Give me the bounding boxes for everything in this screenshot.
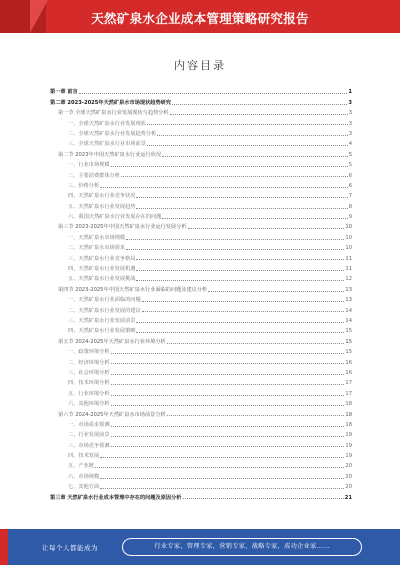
toc-entry[interactable]: [50, 241, 352, 251]
toc-page-number: 12: [345, 276, 352, 283]
toc-dot-leader: [79, 93, 348, 94]
toc-entry[interactable]: [50, 127, 352, 137]
toc-dot-leader: [111, 166, 348, 167]
toc-entry-text: 四、天然矿泉水行业发展机遇: [68, 266, 136, 273]
toc-entry[interactable]: [50, 293, 352, 303]
toc-entry-text: 二、行业发展前景: [68, 432, 110, 439]
toc-page-number: 10: [345, 234, 352, 241]
toc-entry-text: 第四节 2023-2025年中国天然矿泉水行业面临的问题及建议分析: [58, 286, 208, 293]
toc-entry[interactable]: [50, 376, 352, 386]
toc-dot-leader: [100, 187, 348, 188]
toc-entry-text: 三、价格分析: [68, 182, 100, 189]
toc-entry[interactable]: [50, 334, 352, 344]
toc-dot-leader: [136, 280, 344, 281]
toc-entry[interactable]: [50, 168, 352, 178]
toc-dot-leader: [167, 343, 345, 344]
toc-entry[interactable]: [50, 469, 352, 479]
toc-page-number: 3: [348, 120, 352, 127]
toc-page-number: 1: [348, 89, 352, 96]
toc-dot-leader: [147, 145, 348, 146]
toc-entry[interactable]: [50, 230, 352, 240]
toc-page-number: 3: [348, 99, 352, 106]
toc-entry-text: 第五节 2024-2025年天然矿泉水行业环境分析: [58, 338, 166, 345]
toc-dot-leader: [183, 498, 344, 499]
toc-entry-text: 一、政策环境分析: [68, 349, 110, 356]
toc-page-number: 17: [345, 390, 352, 397]
toc-entry[interactable]: [50, 85, 352, 95]
toc-page-number: 20: [345, 473, 352, 480]
toc-entry[interactable]: [50, 210, 352, 220]
toc-dot-leader: [188, 228, 345, 229]
toc-page-number: 10: [345, 245, 352, 252]
toc-entry-text: 二、天然矿泉水市场需求: [68, 245, 126, 252]
toc-entry[interactable]: [50, 106, 352, 116]
toc-entry-text: 第二节 2023年中国天然矿泉水行业运行状况: [58, 151, 162, 158]
toc-entry[interactable]: [50, 147, 352, 157]
toc-dot-leader: [142, 301, 345, 302]
toc-entry-text: 一、天然矿泉水行业面临的问题: [68, 297, 141, 304]
toc-entry-text: 一、行业市场规模: [68, 162, 110, 169]
toc-entry[interactable]: [50, 116, 352, 126]
toc-entry[interactable]: [50, 324, 352, 334]
toc-dot-leader: [111, 446, 345, 447]
toc-entry-text: 五、行业环境分析: [68, 390, 110, 397]
toc-dot-leader: [162, 156, 348, 157]
toc-page-number: 9: [348, 214, 352, 221]
toc-entry[interactable]: [50, 314, 352, 324]
toc-dot-leader: [111, 353, 345, 354]
toc-dot-leader: [162, 218, 347, 219]
toc-page-number: 11: [345, 255, 352, 262]
toc-entry-text: 四、天然矿泉水行业竞争状况: [68, 193, 136, 200]
toc-page-number: 20: [345, 484, 352, 491]
toc-entry[interactable]: [50, 95, 352, 105]
toc-page-number: 17: [345, 380, 352, 387]
toc-entry[interactable]: [50, 438, 352, 448]
toc-page-number: 6: [348, 182, 352, 189]
toc-page-number: 15: [345, 349, 352, 356]
toc-entry[interactable]: [50, 366, 352, 376]
toc-entry[interactable]: [50, 490, 352, 500]
toc-dot-leader: [136, 259, 344, 260]
toc-dot-leader: [111, 436, 345, 437]
footer-slogan: 让每个人都能成为: [42, 544, 98, 552]
toc-page-number: 5: [348, 151, 352, 158]
toc-entry[interactable]: [50, 407, 352, 417]
toc-entry-text: 四、技术发展: [68, 453, 100, 460]
toc-entry-text: 三、社会环境分析: [68, 369, 110, 376]
toc-entry-text: 二、全球天然矿泉水行业发展趋势分析: [68, 130, 157, 137]
toc-dot-leader: [100, 488, 344, 489]
toc-dot-leader: [136, 197, 347, 198]
toc-entry-text: 三、天然矿泉水行业竞争格局: [68, 255, 136, 262]
toc-dot-leader: [126, 239, 344, 240]
toc-entry-text: 六、市场规模: [68, 473, 100, 480]
toc-dot-leader: [100, 478, 344, 479]
toc-entry-text: 一、天然矿泉水市场规模: [68, 234, 126, 241]
toc-dot-leader: [147, 124, 348, 125]
toc-heading: 内容目录: [174, 59, 226, 72]
report-title: 天然矿泉水企业成本管理策略研究报告: [91, 11, 309, 26]
toc-page-number: 6: [348, 172, 352, 179]
toc-entry-text: 第三章 天然矿泉水行业成本管理中存在的问题及原因分析: [50, 494, 182, 501]
toc-entry[interactable]: [50, 179, 352, 189]
toc-page-number: 16: [345, 359, 352, 366]
toc-dot-leader: [111, 405, 345, 406]
toc-dot-leader: [208, 291, 344, 292]
toc-entry[interactable]: [50, 386, 352, 396]
toc-page-number: 18: [345, 411, 352, 418]
toc-page-number: 19: [345, 453, 352, 460]
toc-entry-text: 第三节 2023-2025年中国天然矿泉水行业运行发展分析: [58, 224, 187, 231]
toc-dot-leader: [95, 467, 344, 468]
toc-page-number: 14: [345, 317, 352, 324]
toc-dot-leader: [167, 415, 345, 416]
toc-dot-leader: [157, 135, 347, 136]
toc-entry-text: 二、天然矿泉水行业发展的建议: [68, 307, 141, 314]
toc-dot-leader: [142, 311, 345, 312]
toc-dot-leader: [111, 374, 345, 375]
footer-tagline: 行业专家，管理专家，营销专家，战略专家，成功企业家……: [122, 538, 362, 556]
toc-page-number: 20: [345, 463, 352, 470]
toc-dot-leader: [136, 270, 344, 271]
toc-entry[interactable]: [50, 449, 352, 459]
toc-entry-text: 五、天然矿泉水行业发展挑战: [68, 276, 136, 283]
toc-entry[interactable]: [50, 418, 352, 428]
toc-dot-leader: [170, 114, 348, 115]
toc-entry-text: 一、市场需求预测: [68, 421, 110, 428]
toc-dot-leader: [121, 176, 348, 177]
toc-entry-text: 二、经济环境分析: [68, 359, 110, 366]
toc-entry[interactable]: [50, 251, 352, 261]
toc-page-number: 15: [345, 328, 352, 335]
header-banner: [0, 0, 400, 33]
toc-page-number: 11: [345, 266, 352, 273]
toc-entry-text: 第二章 2023-2025年天然矿泉水市场现状趋势研究: [50, 99, 172, 106]
toc-entry[interactable]: [50, 428, 352, 438]
toc-entry-text: 三、市场竞争预测: [68, 442, 110, 449]
toc-entry[interactable]: [50, 397, 352, 407]
toc-entry-text: 六、其他环境分析: [68, 401, 110, 408]
toc-page-number: 5: [348, 162, 352, 169]
table-of-contents: [50, 85, 352, 501]
toc-entry[interactable]: [50, 199, 352, 209]
toc-entry-text: 五、天然矿泉水行业发展趋势: [68, 203, 136, 210]
toc-entry[interactable]: [50, 480, 352, 490]
toc-page-number: 16: [345, 369, 352, 376]
toc-dot-leader: [136, 322, 344, 323]
toc-entry-text: 一、全球天然矿泉水行业发展现状: [68, 120, 146, 127]
toc-entry[interactable]: [50, 303, 352, 313]
toc-dot-leader: [136, 208, 347, 209]
toc-dot-leader: [172, 104, 347, 105]
footer-accent: [0, 529, 8, 565]
toc-entry-text: 三、全球天然矿泉水行业市场前景: [68, 141, 146, 148]
toc-entry-text: 二、主要消费群体分析: [68, 172, 120, 179]
toc-entry[interactable]: [50, 345, 352, 355]
toc-page-number: 10: [345, 224, 352, 231]
toc-dot-leader: [136, 332, 344, 333]
toc-page-number: 21: [344, 494, 352, 501]
toc-entry-text: 三、天然矿泉水行业发展前景: [68, 317, 136, 324]
toc-entry[interactable]: [50, 282, 352, 292]
toc-dot-leader: [111, 384, 345, 385]
toc-entry[interactable]: [50, 189, 352, 199]
toc-entry-text: 四、技术环境分析: [68, 380, 110, 387]
toc-dot-leader: [100, 457, 344, 458]
toc-page-number: 8: [348, 203, 352, 210]
toc-page-number: 7: [348, 193, 352, 200]
toc-entry[interactable]: [50, 355, 352, 365]
toc-page-number: 18: [345, 421, 352, 428]
toc-entry-text: 第一节 全球天然矿泉水行业发展现状与趋势分析: [58, 110, 169, 117]
toc-entry[interactable]: [50, 220, 352, 230]
toc-entry-text: 四、天然矿泉水行业发展策略: [68, 328, 136, 335]
toc-dot-leader: [111, 363, 345, 364]
toc-page-number: 3: [348, 110, 352, 117]
toc-page-number: 15: [345, 338, 352, 345]
toc-dot-leader: [111, 395, 345, 396]
toc-entry-text: 六、我国天然矿泉水行业发展存在的问题: [68, 214, 162, 221]
toc-dot-leader: [111, 426, 345, 427]
toc-entry[interactable]: [50, 158, 352, 168]
footer-banner: [0, 529, 400, 565]
toc-page-number: 19: [345, 442, 352, 449]
toc-entry[interactable]: [50, 272, 352, 282]
toc-page-number: 14: [345, 307, 352, 314]
toc-entry[interactable]: [50, 137, 352, 147]
toc-entry-text: 七、其他方面: [68, 484, 100, 491]
toc-page-number: 3: [348, 130, 352, 137]
toc-entry[interactable]: [50, 459, 352, 469]
toc-entry-text: 第六节 2024-2025年天然矿泉水市场前景分析: [58, 411, 166, 418]
toc-page-number: 4: [348, 141, 352, 148]
toc-entry[interactable]: [50, 262, 352, 272]
toc-page-number: 13: [345, 286, 352, 293]
toc-dot-leader: [126, 249, 344, 250]
toc-page-number: 18: [345, 401, 352, 408]
toc-page-number: 13: [345, 297, 352, 304]
toc-entry-text: 第一章 前言: [50, 89, 78, 96]
toc-page-number: 19: [345, 432, 352, 439]
toc-entry-text: 五、产业链: [68, 463, 94, 470]
